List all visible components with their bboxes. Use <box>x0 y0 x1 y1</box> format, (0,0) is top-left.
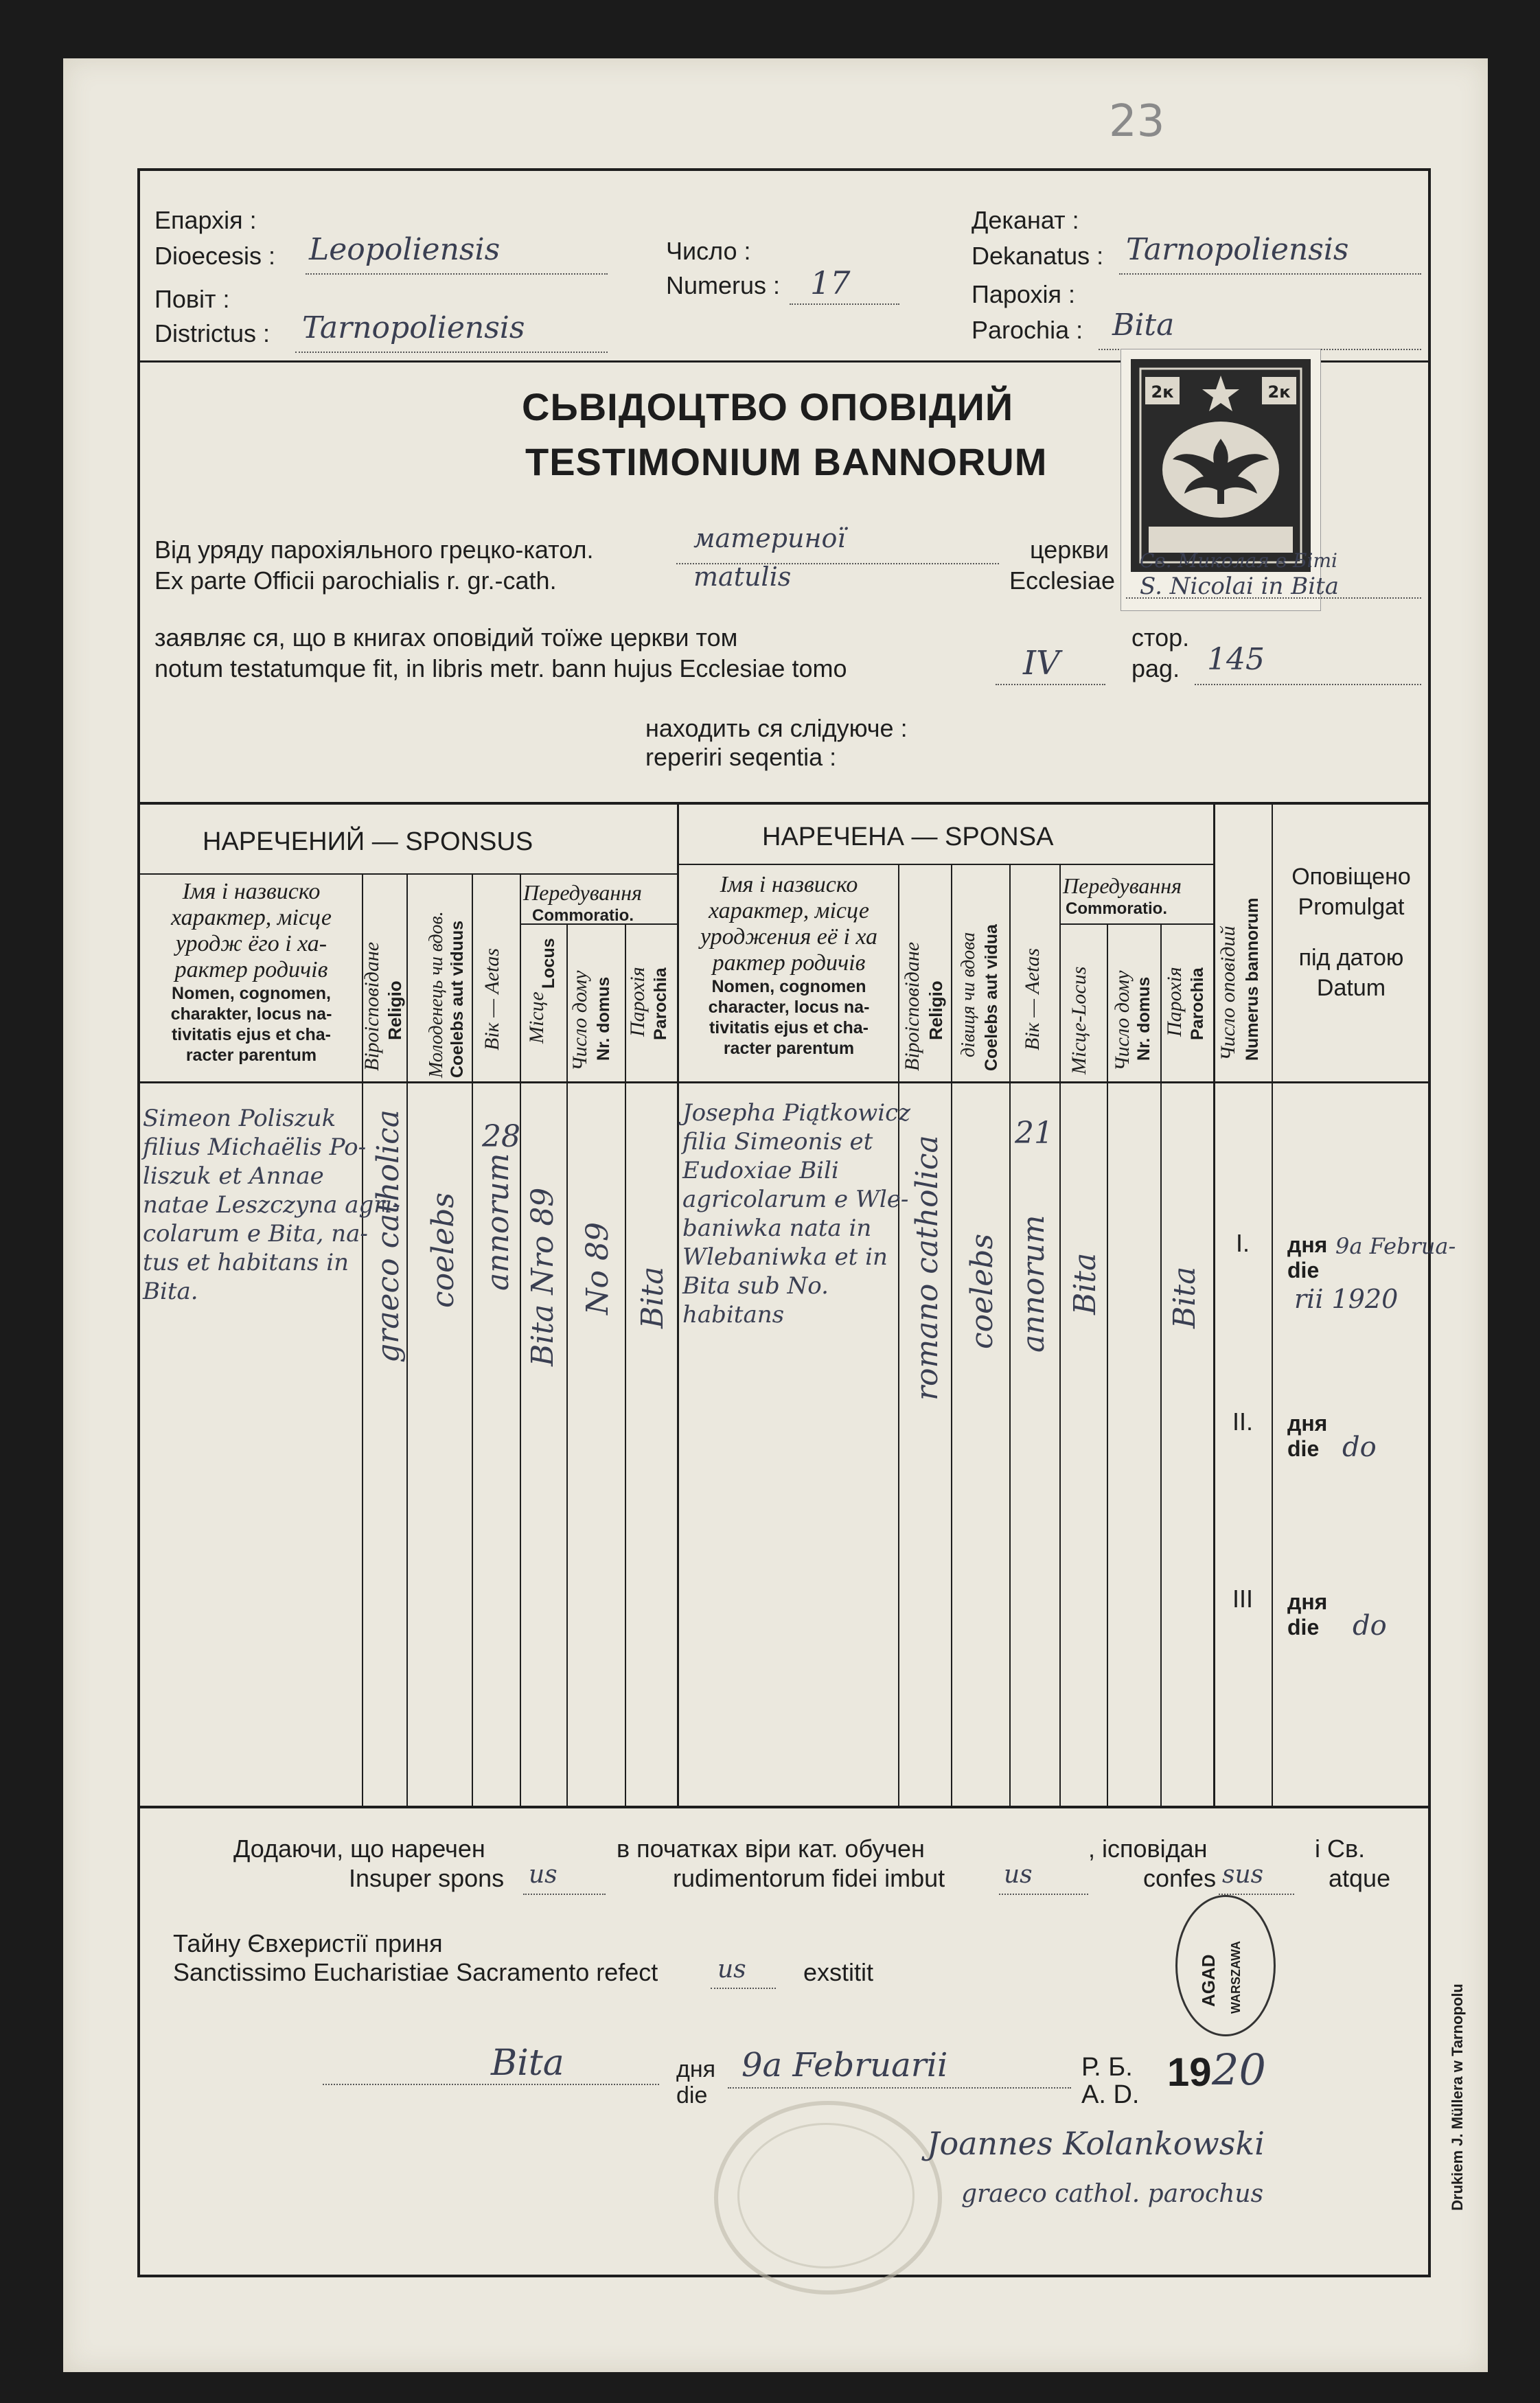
head-line: tivitatis ejus et cha- <box>171 1025 332 1044</box>
sponsa-locus: Bita <box>1068 1252 1103 1315</box>
dioecesis-label: Dioecesis : <box>154 242 276 270</box>
sponsa-name-line: Josepha Piątkowicz <box>682 1099 911 1127</box>
head-line: tivitatis ejus et cha- <box>709 1018 869 1037</box>
sponsus-name-line: Bita. <box>143 1278 198 1305</box>
col-coelebs2-uk: дівиця чи вдова <box>958 932 979 1057</box>
col-sep <box>1272 802 1273 1806</box>
districtus-label: Districtus : <box>154 319 271 347</box>
col-sep-main <box>1213 802 1215 1806</box>
footer-atque: atque <box>1329 1864 1391 1892</box>
dekanatus-value: Tarnopoliensis <box>1126 232 1349 267</box>
ex-parte-value-la: matulis <box>693 562 792 592</box>
commoratio-la: Commoratio. <box>532 906 634 925</box>
col-parochia-uk: Парохія <box>626 967 649 1037</box>
numerus-line <box>790 303 899 305</box>
col-religio2-la: Religio <box>926 980 946 1040</box>
bann-1-die-la: die <box>1287 1258 1320 1283</box>
church-label-la: Ecclesiae <box>1009 566 1116 595</box>
title-uk: СЬВІДОЦТВО ОПОВІДИЙ <box>522 385 1014 428</box>
sponsa-name-line: Wlebaniwka et in <box>682 1243 888 1271</box>
col-sep <box>625 923 626 1806</box>
col-parochia-la: Parochia <box>651 967 670 1040</box>
found-uk: находить ся слідуюче : <box>645 714 908 742</box>
sponsus-header: НАРЕЧЕНИЙ — SPONSUS <box>203 827 533 856</box>
dioecesis-value: Leopoliensis <box>309 232 501 267</box>
col-sep <box>898 864 899 1806</box>
footer-i-sv: і Св. <box>1315 1835 1366 1863</box>
promulgat-uk: Оповіщено <box>1291 864 1411 890</box>
footer-rb: Р. Б. <box>1081 2053 1133 2082</box>
page-label-la: pag. <box>1131 654 1180 682</box>
footer-date-value: 9a Februarii <box>742 2046 948 2084</box>
printer-credit: Drukiem J. Müllera w Tarnopolu <box>1449 1984 1466 2211</box>
footer-taynu: Тайну Євхеристії приня <box>173 1929 443 1957</box>
col-sep <box>1160 923 1162 1806</box>
promulgat-la: Promulgat <box>1298 894 1405 920</box>
col-religio-la: Religio <box>384 980 405 1040</box>
head-line: character, locus na- <box>708 998 870 1017</box>
bann-3-die-la: die <box>1287 1615 1320 1640</box>
col-locus2-uk: Місце-Locus <box>1068 966 1090 1074</box>
sponsa-religio: romano catholica <box>910 1135 945 1401</box>
bann-1-value-2: rii 1920 <box>1294 1284 1399 1314</box>
sponsus-name-line: natae Leszczyna agri- <box>143 1191 400 1219</box>
col-religio-uk: Віроісповідане <box>360 941 383 1071</box>
frame-top <box>137 168 1429 171</box>
footer-insuper: Insuper spons <box>349 1864 505 1892</box>
church-label-uk: церкви <box>1030 536 1110 564</box>
sponsa-name-head <box>682 872 896 1059</box>
bann-1-value-1: 9a Februa- <box>1335 1233 1456 1259</box>
districtus-line <box>295 352 608 353</box>
footer-refect-fill: us <box>717 1955 746 1984</box>
col-numerus-uk: Число оповідий <box>1217 925 1239 1061</box>
col-sep <box>1107 923 1108 1806</box>
parochia-label: Parochia : <box>972 316 1083 344</box>
head-line: уроджения её і ха <box>700 924 878 950</box>
bann-2-value: do <box>1342 1432 1377 1463</box>
footer-insuper-fill: us <box>529 1861 558 1889</box>
head-line: Імя і назвиско <box>182 879 321 904</box>
datum-uk: під датою <box>1298 945 1404 971</box>
page-line <box>1195 684 1421 685</box>
footer-ad: A. D. <box>1081 2080 1140 2109</box>
col-aetas: Вік — Aetas <box>481 947 503 1050</box>
sponsus-name-line: colarum e Bita, na- <box>143 1220 368 1248</box>
sponsus-name-line: filius Michaëlis Po- <box>143 1134 367 1161</box>
bann-3-numeral: III <box>1232 1585 1254 1613</box>
ex-parte-label-uk: Від уряду парохіяльного грецко-катол. <box>154 536 594 564</box>
title-la: TESTIMONIUM BANNORUM <box>525 440 1048 483</box>
page-value: 145 <box>1207 642 1265 677</box>
sponsa-parochia: Bita <box>1167 1266 1202 1329</box>
sponsa-name-line: Bita sub No. <box>682 1272 829 1300</box>
col-domus-uk: Число дому <box>568 970 591 1071</box>
district-label-uk: Повіт : <box>154 285 230 313</box>
sponsa-coelebs: coelebs <box>965 1233 1000 1349</box>
footer-day-la: die <box>676 2082 708 2108</box>
bann-3-value: do <box>1353 1610 1387 1642</box>
archive-stamp-text-2: WARSZAWA <box>1229 1941 1243 2014</box>
sponsus-aetas-word: annorum <box>481 1153 516 1291</box>
declare-uk: заявляє ся, що в книгах оповідий тоїже церкви том <box>154 623 738 652</box>
col-sep <box>951 864 952 1806</box>
embossed-seal <box>714 2101 942 2295</box>
frame-right <box>1428 168 1431 2276</box>
datum-la: Datum <box>1316 975 1386 1001</box>
footer-v-pochatkah: в початках віри кат. обучен <box>617 1835 925 1863</box>
col-sep <box>1009 864 1011 1806</box>
ex-parte-value-uk: материної <box>693 523 846 553</box>
footer-dodaiuchy: Додаючи, що наречен <box>233 1835 485 1863</box>
dekanatus-label: Dekanatus : <box>972 242 1104 270</box>
sponsa-name <box>682 1099 910 1329</box>
declare-la: notum testatumque fit, in libris metr. bann hujus Ecclesiae tomo <box>154 654 847 682</box>
footer-day-uk: дня <box>676 2056 716 2082</box>
numerus-label: Numerus : <box>666 271 781 299</box>
frame-left <box>137 168 140 2276</box>
sponsus-name-line: Simeon Poliszuk <box>143 1105 336 1132</box>
col-locus-la: Locus <box>539 938 558 989</box>
sponsa-header: НАРЕЧЕНА — SPONSA <box>762 823 1054 851</box>
footer-year-written: 20 <box>1212 2045 1266 2095</box>
head-line: характер, місце <box>171 905 332 930</box>
ex-parte-label-la: Ex parte Officii parochialis r. gr.-cath. <box>154 566 557 595</box>
col-domus2-la: Nr. domus <box>1134 976 1153 1061</box>
sponsa-name-line: habitans <box>682 1301 785 1329</box>
sponsus-religio: graeco catholica <box>371 1109 406 1363</box>
col-sep <box>406 873 408 1806</box>
col-sep <box>1059 864 1061 1806</box>
insuper-line <box>523 1894 606 1895</box>
sponsus-locus: Bita Nro 89 <box>525 1187 560 1366</box>
sponsus-name <box>143 1104 400 1306</box>
dioecesis-line <box>306 273 608 275</box>
page-number: 23 <box>1109 96 1165 147</box>
sponsa-header-line <box>678 864 1214 865</box>
col-sep <box>472 873 473 1806</box>
col-coelebs-uk: Молоденець чи вдов. <box>426 911 447 1078</box>
col-aetas2: Вік — Aetas <box>1021 947 1044 1050</box>
head-line: Nomen, cognomen <box>711 977 866 996</box>
church-value-2: S. Nicolai in Bita <box>1140 573 1340 600</box>
dekanatus-line <box>1119 273 1421 275</box>
bann-2-numeral: II. <box>1232 1407 1254 1436</box>
footer-confes: confes <box>1143 1864 1217 1892</box>
col-sep-main <box>677 802 679 1806</box>
footer-confes-fill: sus <box>1222 1861 1264 1889</box>
footer-rudimentorum: rudimentorum fidei imbut <box>673 1864 945 1892</box>
col-domus2-uk: Число дому <box>1111 970 1134 1071</box>
sponsus-name-line: tus et habitans in <box>143 1249 349 1276</box>
commoratio-uk: Передування <box>523 880 642 905</box>
col-locus-uk: Місце <box>525 991 548 1044</box>
head-line: racter parentum <box>185 1046 317 1065</box>
eparchy-label-uk: Епархія : <box>154 206 257 234</box>
commoratio2-la: Commoratio. <box>1066 899 1168 918</box>
head-line: характер, місце <box>709 898 869 923</box>
parish-label-uk: Парохія : <box>972 280 1076 308</box>
sponsa-name-line: filia Simeonis et <box>682 1128 873 1155</box>
stamp-denomination-right: 2к <box>1267 382 1291 402</box>
head-line: charakter, locus na- <box>170 1004 332 1024</box>
col-domus-la: Nr. domus <box>594 976 613 1061</box>
archive-stamp-text-1: AGAD <box>1198 1954 1219 2007</box>
bann-1-die-uk: дня <box>1287 1232 1328 1257</box>
bann-2-die-uk: дня <box>1287 1411 1328 1436</box>
head-line: racter parentum <box>723 1039 855 1058</box>
tomo-line <box>996 684 1105 685</box>
church-value-1: Св. Миколая в Біті <box>1140 549 1337 572</box>
rudimentorum-line <box>999 1894 1088 1895</box>
commoratio2-uk: Передування <box>1063 873 1182 898</box>
footer-ispovidan: , ісповідан <box>1088 1835 1208 1863</box>
col-numerus-la: Numerus bannorum <box>1243 897 1262 1061</box>
footer-year-printed: 19 <box>1167 2050 1212 2095</box>
archive-stamp <box>1175 1895 1276 2036</box>
signature-title: graeco cathol. parochus <box>961 2180 1264 2208</box>
found-la: reperiri seqentia : <box>645 743 837 771</box>
head-line: Nomen, cognomen, <box>172 984 331 1003</box>
deanery-label-uk: Деканат : <box>972 206 1079 234</box>
footer-sanctissimo: Sanctissimo Eucharistiae Sacramento refect <box>173 1958 658 1986</box>
sponsa-aetas-word: annorum <box>1016 1215 1051 1353</box>
col-coelebs2-la: Coelebs aut vidua <box>982 924 1001 1071</box>
col-sep <box>520 873 521 1806</box>
parochia-value: Bita <box>1112 308 1175 343</box>
number-label-uk: Число : <box>666 237 751 265</box>
sponsus-aetas-num: 28 <box>482 1119 520 1154</box>
promulgat-head <box>1274 862 1428 1003</box>
date-line <box>728 2087 1071 2089</box>
table-header-bottom <box>137 1081 1429 1083</box>
sponsus-name-head <box>142 879 360 1066</box>
bann-2-die-la: die <box>1287 1436 1320 1461</box>
footer-exstitit: exstitit <box>803 1958 874 1986</box>
ex-parte-line <box>676 563 999 564</box>
sponsa-name-line: Eudoxiae Bili <box>682 1157 839 1184</box>
refect-line <box>711 1988 776 1989</box>
head-line: Імя і назвиско <box>720 872 858 897</box>
signature-name: Joannes Kolankowski <box>927 2125 1265 2162</box>
sponsa-name-line: baniwka nata in <box>682 1215 872 1242</box>
head-line: рактер родичів <box>712 950 866 976</box>
sponsus-domus: No 89 <box>580 1222 615 1315</box>
col-parochia2-uk: Парохія <box>1163 967 1186 1037</box>
col-sep <box>566 923 568 1806</box>
footer-rudimentorum-fill: us <box>1004 1861 1033 1889</box>
col-coelebs-la: Coelebs aut viduus <box>448 920 467 1078</box>
tomo-value: IV <box>1023 644 1060 682</box>
head-line: уродж ёго і ха- <box>175 931 327 956</box>
sponsus-header-line <box>137 873 678 875</box>
districtus-value: Tarnopoliensis <box>302 310 525 345</box>
page-label-uk: стор. <box>1131 623 1190 652</box>
bann-3-die-uk: дня <box>1287 1589 1328 1614</box>
place-line <box>323 2084 659 2085</box>
head-line: рактер родичів <box>174 957 328 982</box>
stamp-denomination-left: 2к <box>1151 382 1174 402</box>
sponsus-name-line: liszuk et Annae <box>143 1162 324 1190</box>
bann-1-numeral: I. <box>1236 1229 1250 1257</box>
col-religio2-uk: Віроісповідане <box>901 941 923 1071</box>
col-parochia2-la: Parochia <box>1188 967 1207 1040</box>
sponsus-coelebs: coelebs <box>426 1192 461 1308</box>
sponsus-parochia: Bita <box>635 1266 670 1329</box>
commoratio-line-2 <box>1059 923 1214 925</box>
sponsa-name-line: agricolarum e Wle- <box>682 1186 909 1213</box>
church-line <box>1126 597 1421 599</box>
sponsa-aetas-num: 21 <box>1015 1116 1053 1151</box>
table-bottom <box>137 1806 1429 1808</box>
numerus-value: 17 <box>810 264 851 301</box>
table-top <box>137 802 1429 805</box>
footer-place-value: Bita <box>491 2043 564 2084</box>
